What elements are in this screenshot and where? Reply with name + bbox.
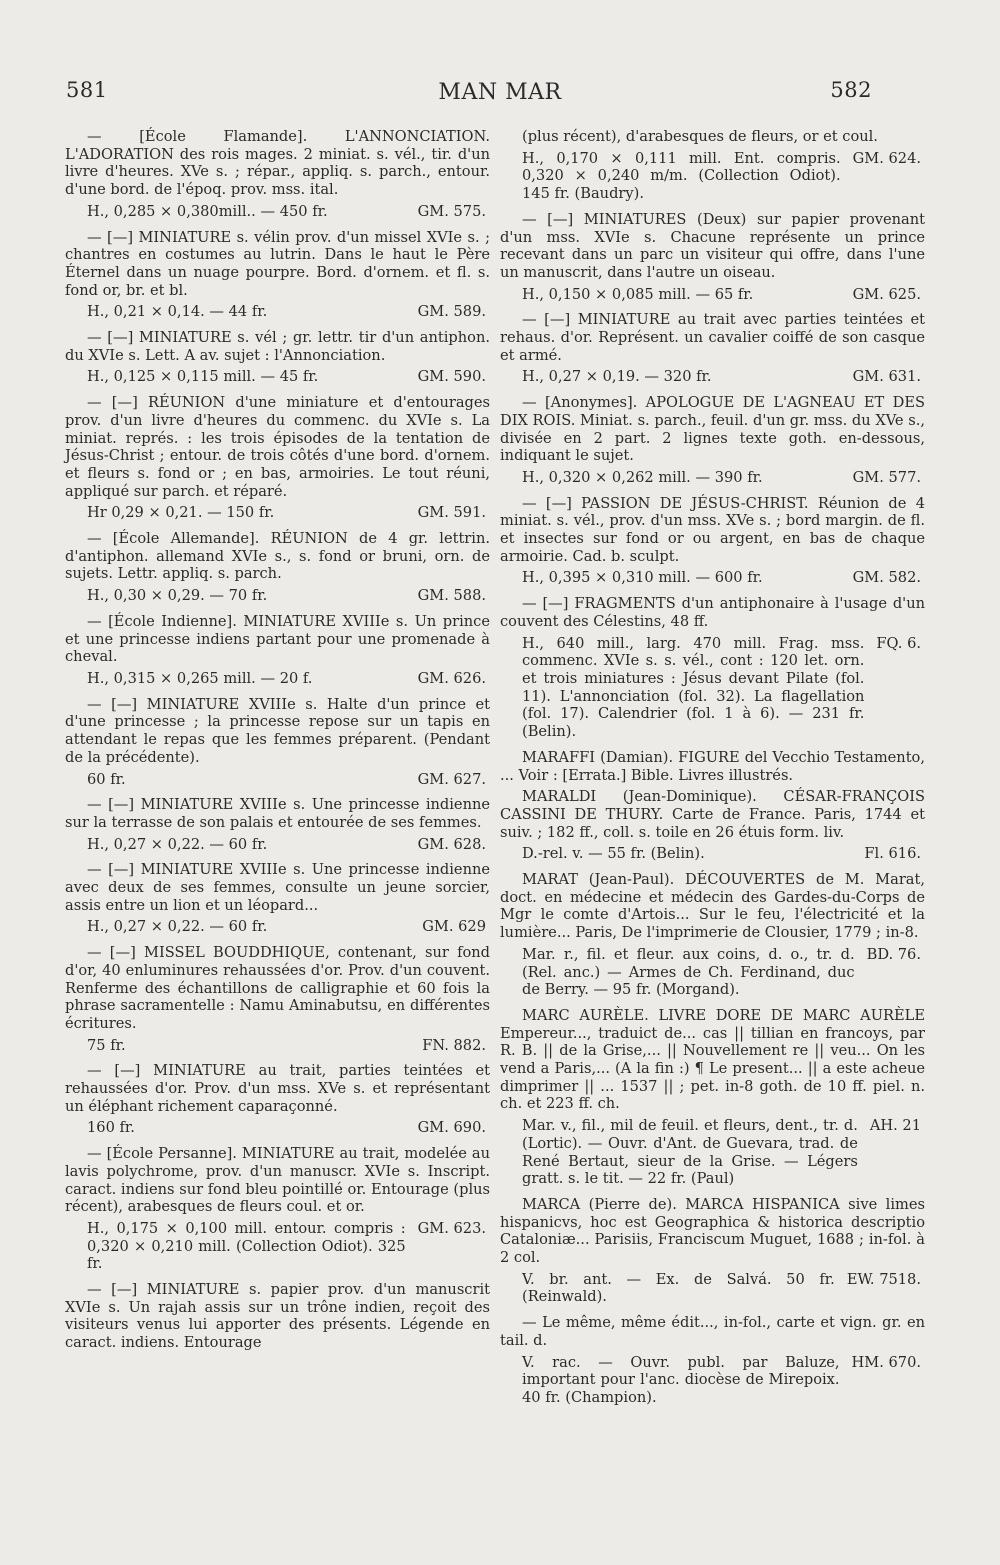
catalog-entry [500, 128, 925, 203]
catalog-entry [65, 796, 490, 853]
entry-ref: FN. 882. [422, 1036, 486, 1054]
catalog-entry [65, 1281, 490, 1352]
page-number-left: 581 [66, 78, 108, 102]
entry-price-line [65, 203, 490, 221]
entry-ref: GM. 625. [852, 285, 921, 303]
catalog-entry [65, 1145, 490, 1273]
catalog-entry [500, 311, 925, 386]
entry-text: — [—] MINIATURE XVIIIe s. Halte d'un prince et d'une princesse ; la princesse repose sur un tapis en attendant le repas que les femmes préparent. (Pendant de la précédente). [65, 695, 490, 766]
entry-dims: H., 0,21 × 0,14. — 44 fr. [87, 303, 268, 321]
catalog-entry [500, 1196, 925, 1306]
entry-ref: GM. 631. [852, 368, 921, 386]
entry-ref: GM. 624. [852, 149, 921, 167]
entry-dims: H., 0,27 × 0,22. — 60 fr. [87, 918, 268, 936]
entry-ref: FQ. 6. [876, 634, 921, 652]
catalog-entry [65, 394, 490, 522]
running-title: MAN MAR [438, 80, 562, 105]
entry-ref: EW. 7518. [846, 1270, 921, 1288]
entry-ref: BD. 76. [866, 945, 921, 963]
entry-ref: Fl. 616. [864, 845, 921, 863]
entry-text: — [—] MINIATURE s. papier prov. d'un manuscrit XVIe s. Un rajah assis sur un trône indien, reçoit des visiteurs venus lui apporter des présents. Légende en caract. indiens. Entourage [65, 1281, 490, 1352]
entry-dims: H., 0,30 × 0,29. — 70 fr. [87, 587, 268, 605]
entry-dims: H., 0,150 × 0,085 mill. — 65 fr. [522, 285, 754, 303]
entry-text: — [—] MINIATURE XVIIIe s. Une princesse indienne avec deux de ses femmes, consulte un jeune sorcier, assis entre un lion et un léopard... [65, 861, 490, 914]
entry-text: — [École Indienne]. MINIATURE XVIIIe s. Un prince et une princesse indiens partant pour une promenade à cheval. [65, 612, 490, 666]
catalog-entry [500, 394, 925, 487]
entry-ref: GM. 629 [422, 918, 486, 936]
entry-price-line [500, 150, 925, 203]
catalog-entry [65, 530, 490, 605]
catalog-entry [65, 696, 490, 789]
entry-dims: 75 fr. [87, 1036, 126, 1054]
entry-dims: H., 0,27 × 0,19. — 320 fr. [522, 368, 712, 386]
entry-ref: GM. 623. [417, 1219, 486, 1237]
entry-text: MARAFFI (Damian). FIGURE del Vecchio Testamento, ... Voir : [Errata.] Bible. Livres illustrés. [500, 748, 925, 784]
entry-price-line [65, 836, 490, 854]
entry-dims: D.-rel. v. — 55 fr. (Belin). [522, 845, 705, 863]
entry-price-line [65, 1037, 490, 1055]
entry-text: MARC AURÈLE. LIVRE DORE DE MARC AURÈLE Empereur..., traduict de... cas || tillian en francoys, par R. B. || de la Grise,... || Nouvellement re || veu... On les vend a Paris,... (A la fin :) ¶ Le present... || a este acheue dimprimer || ... 1537 || ; pet. in-8 goth. de 10 ff. piel. n. ch. et 223 ff. ch. [500, 1006, 925, 1113]
entry-text: (plus récent), d'arabesques de fleurs, or et coul. [522, 128, 878, 145]
entry-price-line [500, 845, 925, 863]
entry-dims: H., 0,170 × 0,111 mill. Ent. compris. 0,320 × 0,240 m/m. (Collection Odiot). 145 fr. (Baudry). [522, 149, 841, 203]
page-number-right: 582 [830, 78, 872, 102]
entry-price-line [500, 946, 925, 999]
entry-text: — [École Persanne]. MINIATURE au trait, modelée au lavis polychrome, prov. d'un manuscr. XVIe s. Inscript. caract. indiens sur fond bleu pointillé or. Entourage (plus récent), arabesques de fleurs coul. et or. [65, 1145, 490, 1216]
entry-price-line [65, 303, 490, 321]
entry-price-line [65, 771, 490, 789]
entry-text: — [—] PASSION DE JÉSUS-CHRIST. Réunion de 4 miniat. s. vél., prov. d'un mss. XVe s. ; bord margin. de fl. et insectes sur fond or ou argent, en bas de chaque armoirie. Cad. b. sculpt. [500, 494, 925, 565]
catalog-entry [500, 495, 925, 588]
entry-text: — Le même, même édit..., in-fol., carte et vign. gr. en tail. d. [500, 1314, 925, 1349]
entry-price-line [500, 1271, 925, 1306]
entry-text: — [—] MINIATURE au trait, parties teintées et rehaussées d'or. Prov. d'un mss. XVe s. et représentant un éléphant richement caparaçonné. [65, 1062, 490, 1115]
catalog-entry [500, 788, 925, 863]
entry-text: — [—] MINIATURE s. vélin prov. d'un missel XVIe s. ; chantres en costumes au lutrin. Dans le haut le Père Éternel dans un nuage pourpre. Bord. d'ornem. et fl. s. fond or, br. et bl. [65, 228, 490, 299]
entry-ref: GM. 588. [417, 587, 486, 605]
catalog-entry [65, 329, 490, 386]
entry-dims: Mar. v., fil., mil de feuil. et fleurs, dent., tr. d. (Lortic). — Ouvr. d'Ant. de Guevara, trad. de René Bertaut, sieur de la Grise. — Légers gratt. s. le tit. — 22 fr. (Paul) [522, 1117, 858, 1188]
entry-dims: H., 0,315 × 0,265 mill. — 20 f. [87, 669, 313, 687]
entry-dims: V. rac. — Ouvr. publ. par Baluze, important pour l'anc. diocèse de Mirepoix. 40 fr. (Champion). [522, 1353, 840, 1406]
entry-price-line [65, 670, 490, 688]
entry-dims: H., 0,395 × 0,310 mill. — 600 fr. [522, 569, 763, 587]
entry-text: — [—] MINIATURES (Deux) sur papier provenant d'un mss. XVIe s. Chacune représente un prince recevant dans un parc un visiteur qui offre, dans l'une un manuscrit, dans l'autre un oiseau. [500, 210, 925, 281]
entry-price-line [500, 286, 925, 304]
entry-ref: GM. 628. [417, 835, 486, 853]
entry-ref: GM. 627. [417, 770, 486, 788]
entry-price-line [65, 1119, 490, 1137]
entry-dims: H., 0,285 × 0,380mill.. — 450 fr. [87, 202, 328, 220]
entry-dims: V. br. ant. — Ex. de Salvá. 50 fr. (Reinwald). [522, 1270, 835, 1306]
entry-ref: GM. 577. [852, 468, 921, 486]
catalog-entry [65, 1062, 490, 1137]
catalog-entry [65, 861, 490, 936]
entry-text: — [École Flamande]. L'ANNONCIATION. L'ADORATION des rois mages. 2 miniat. s. vél., tir. d'un livre d'heures. XVe s. ; répar., appliq. s. parch., entour. d'une bord. de l'époq. prov. mss. ital. [65, 128, 490, 199]
entry-ref: GM. 575. [417, 202, 486, 220]
catalog-entry [500, 749, 925, 784]
entry-ref: GM. 589. [417, 303, 486, 321]
catalog-entry [500, 871, 925, 999]
catalog-entry [65, 613, 490, 688]
catalog-entry [65, 229, 490, 322]
catalog-entry [65, 944, 490, 1054]
entry-dims: 160 fr. [87, 1119, 135, 1137]
entry-dims: Hr 0,29 × 0,21. — 150 fr. [87, 504, 275, 522]
entry-text: — [Anonymes]. APOLOGUE DE L'AGNEAU ET DES DIX ROIS. Miniat. s. parch., feuil. d'un gr. mss. du XVe s., divisée en 2 part. 2 lignes texte goth. en-dessous, indiquant le sujet. [500, 394, 925, 465]
entry-dims: H., 640 mill., larg. 470 mill. Frag. mss. commenc. XVIe s. s. vél., cont : 120 let. orn. et trois miniatures : Jésus devant Pilate (fol. 11). L'annonciation (fol. 32). La flagellation (fol. 17). Calendrier (fol. 1 à 6). — 231 fr. (Belin). [522, 634, 865, 741]
entry-text: — [—] RÉUNION d'une miniature et d'entourages prov. d'un livre d'heures du commenc. du XVIe s. La miniat. représ. : les trois épisodes de la tentation de Jésus-Christ ; entour. de trois côtés d'une bord. d'ornem. et fleurs s. fond or ; en bas, armoiries. Le tout réuni, appliqué sur parch. et réparé. [65, 394, 490, 500]
entry-text: MARCA (Pierre de). MARCA HISPANICA sive limes hispanicvs, hoc est Geographica & historica descriptio Cataloniæ... Parisiis, Franciscum Muguet, 1688 ; in-fol. à 2 col. [500, 1195, 925, 1267]
entry-ref: GM. 590. [417, 368, 486, 386]
entry-dims: H., 0,320 × 0,262 mill. — 390 fr. [522, 468, 763, 486]
entry-text: — [—] MINIATURE au trait avec parties teintées et rehaus. d'or. Représent. un cavalier coiffé de son casque et armé. [500, 311, 925, 364]
catalog-entry [500, 211, 925, 304]
entry-price-line [500, 635, 925, 741]
catalog-entry [500, 1007, 925, 1188]
entry-price-line [65, 1220, 490, 1273]
left-column [65, 128, 490, 1356]
entry-ref: AH. 21 [869, 1117, 921, 1135]
entry-dims: 60 fr. [87, 770, 126, 788]
entry-ref: GM. 591. [417, 504, 486, 522]
entry-dims: H., 0,125 × 0,115 mill. — 45 fr. [87, 368, 319, 386]
entry-ref: GM. 582. [852, 569, 921, 587]
entry-ref: GM. 626. [417, 669, 486, 687]
entry-ref: HM. 670. [851, 1353, 921, 1371]
entry-dims: Mar. r., fil. et fleur. aux coins, d. o., tr. d. (Rel. anc.) — Armes de Ch. Ferdinand, duc de Berry. — 95 fr. (Morgand). [522, 945, 855, 999]
right-column [500, 128, 925, 1415]
entry-ref: GM. 690. [417, 1119, 486, 1137]
entry-text: — [—] MINIATURE s. vél ; gr. lettr. tir d'un antiphon. du XVIe s. Lett. A av. sujet : l'Annonciation. [65, 329, 490, 364]
entry-text: — [—] FRAGMENTS d'un antiphonaire à l'usage d'un couvent des Célestins, 48 ff. [500, 595, 925, 630]
entry-text: — [—] MINIATURE XVIIIe s. Une princesse indienne sur la terrasse de son palais et entourée de ses femmes. [65, 796, 490, 831]
entry-price-line [65, 368, 490, 386]
entry-price-line [65, 504, 490, 522]
entry-price-line [500, 469, 925, 487]
entry-text: — [—] MISSEL BOUDDHIQUE, contenant, sur fond d'or, 40 enluminures rehaussées d'or. Prov. d'un couvent. Renferme des échantillons de calligraphie et 60 fois la phrase sacramentelle : Namu Aminabutsu, en différentes écritures. [65, 944, 490, 1032]
entry-text: — [École Allemande]. RÉUNION de 4 gr. lettrin. d'antiphon. allemand XVIe s., s. fond or bruni, orn. de sujets. Lettr. appliq. s. parch. [65, 530, 490, 583]
entry-price-line [65, 587, 490, 605]
catalog-entry [65, 128, 490, 221]
catalog-entry [500, 1314, 925, 1407]
entry-price-line [500, 1354, 925, 1407]
entry-price-line [500, 368, 925, 386]
entry-text: MARAT (Jean-Paul). DÉCOUVERTES de M. Marat, doct. en médecine et médecin des Gardes-du-Corps de Mgr le comte d'Artois... Sur le feu, l'électricité et la lumière... Paris, De l'imprimerie de Clousier, 1779 ; in-8. [500, 871, 925, 942]
entry-text: MARALDI (Jean-Dominique). CÉSAR-FRANÇOIS CASSINI DE THURY. Carte de France. Paris, 1744 et suiv. ; 182 ff., coll. s. toile en 26 étuis form. liv. [500, 788, 925, 841]
entry-dims: H., 0,27 × 0,22. — 60 fr. [87, 835, 268, 853]
entry-price-line [500, 1117, 925, 1188]
entry-price-line [500, 569, 925, 587]
catalog-entry [500, 595, 925, 741]
entry-price-line [65, 918, 490, 936]
entry-dims: H., 0,175 × 0,100 mill. entour. compris : 0,320 × 0,210 mill. (Collection Odiot). 325 fr. [87, 1219, 406, 1273]
